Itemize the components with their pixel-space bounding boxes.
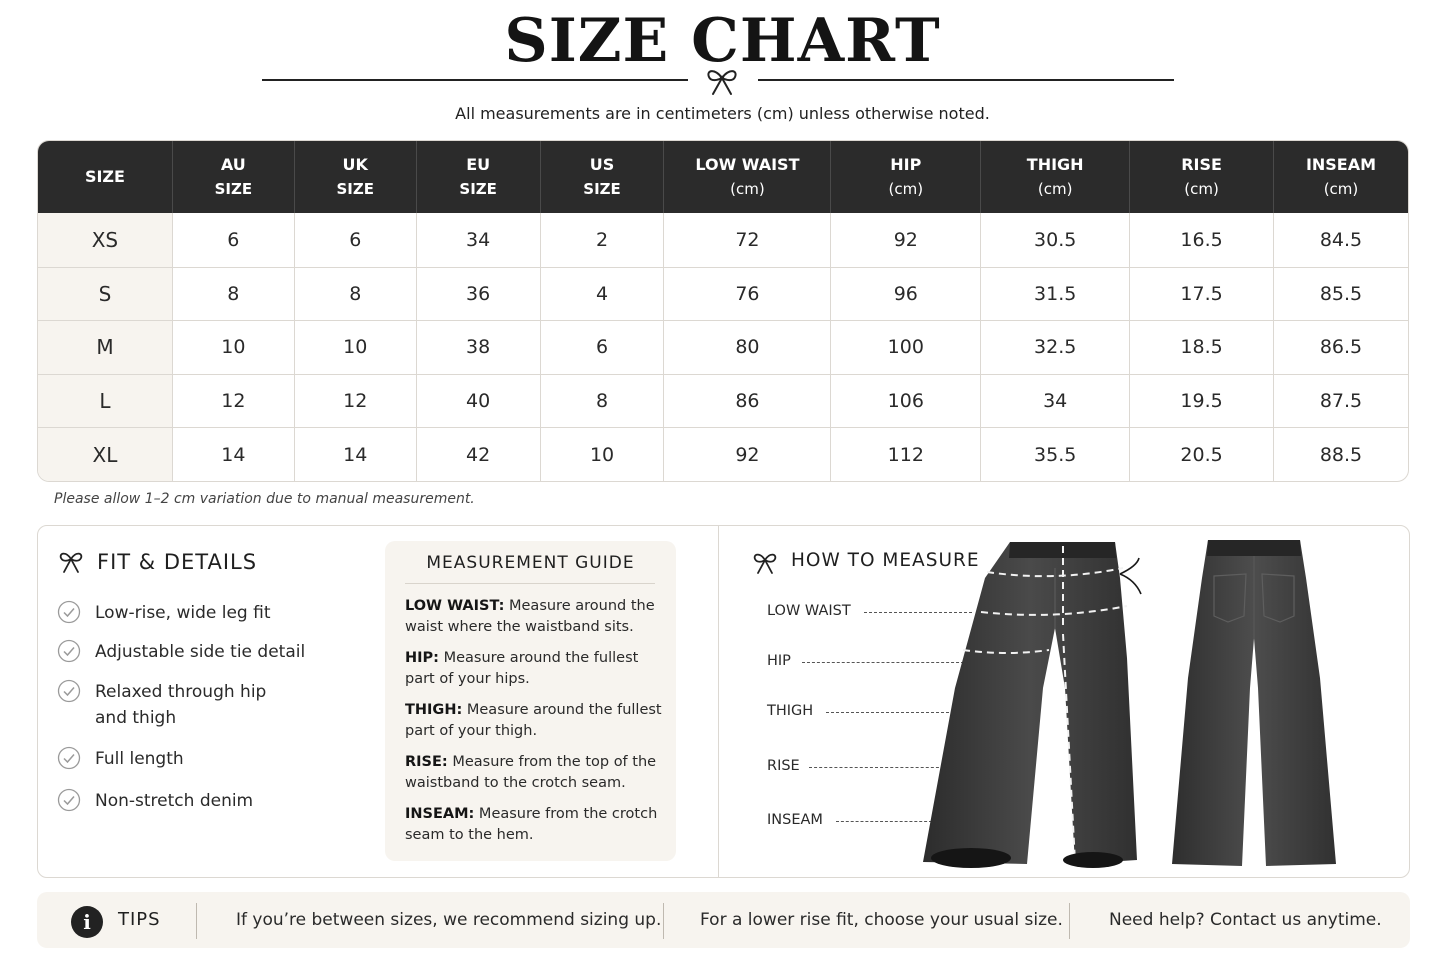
table-row bbox=[38, 213, 1408, 267]
table-cell: 14 bbox=[173, 427, 295, 481]
col-header-hip: HIP (cm) bbox=[831, 141, 981, 213]
table-cell: 10 bbox=[541, 427, 665, 481]
table-row bbox=[38, 267, 1408, 321]
table-cell: 85.5 bbox=[1274, 267, 1408, 321]
guide-item-low-waist: LOW WAIST: Measure around the waist where the waistband sits. bbox=[405, 598, 655, 635]
table-cell: 10 bbox=[295, 320, 417, 374]
table-cell: 76 bbox=[664, 267, 831, 321]
table-cell: 96 bbox=[831, 267, 981, 321]
col-header-low-waist: LOW WAIST (cm) bbox=[664, 141, 831, 213]
table-cell: 16.5 bbox=[1130, 213, 1274, 267]
guide-divider bbox=[405, 583, 655, 584]
col-header-au: AU SIZE bbox=[173, 141, 295, 213]
table-cell: 112 bbox=[831, 427, 981, 481]
table-cell: 88.5 bbox=[1274, 427, 1408, 481]
measurement-unit-note: All measurements are in centimeters (cm) unless otherwise noted. bbox=[455, 104, 990, 123]
measurement-guide bbox=[385, 541, 676, 861]
check-circle-icon bbox=[57, 788, 81, 812]
variation-note: Please allow 1–2 cm variation due to manual measurement. bbox=[54, 491, 475, 507]
table-cell: 6 bbox=[541, 320, 665, 374]
bow-icon bbox=[703, 66, 741, 96]
tip-item: For a lower rise fit, choose your usual size. bbox=[700, 910, 1063, 930]
col-header-inseam: INSEAM (cm) bbox=[1274, 141, 1408, 213]
table-cell: 38 bbox=[417, 320, 541, 374]
title-rule-left bbox=[262, 79, 688, 81]
tips-label: TIPS bbox=[118, 909, 161, 930]
measure-label-hip: HIP bbox=[767, 653, 791, 669]
table-cell-size: XL bbox=[38, 427, 173, 481]
table-cell-size: L bbox=[38, 374, 173, 428]
table-cell: 4 bbox=[541, 267, 665, 321]
check-circle-icon bbox=[57, 679, 81, 703]
bow-icon bbox=[751, 551, 779, 575]
table-cell: 8 bbox=[541, 374, 665, 428]
table-row bbox=[38, 320, 1408, 374]
table-cell: 86 bbox=[664, 374, 831, 428]
bow-icon bbox=[57, 550, 85, 574]
col-header-uk: UK SIZE bbox=[295, 141, 417, 213]
table-cell: 86.5 bbox=[1274, 320, 1408, 374]
title-rule-right bbox=[758, 79, 1174, 81]
table-cell: 42 bbox=[417, 427, 541, 481]
table-cell: 14 bbox=[295, 427, 417, 481]
tip-divider bbox=[196, 903, 197, 939]
check-circle-icon bbox=[57, 639, 81, 663]
table-cell: 34 bbox=[417, 213, 541, 267]
size-table bbox=[37, 140, 1409, 482]
fit-item-text: Relaxed through hip and thigh bbox=[95, 682, 267, 728]
measure-label-low-waist: LOW WAIST bbox=[767, 603, 851, 619]
table-cell: 10 bbox=[173, 320, 295, 374]
info-icon: i bbox=[71, 906, 103, 938]
table-cell: 36 bbox=[417, 267, 541, 321]
fit-item-text: Low-rise, wide leg fit bbox=[95, 603, 271, 623]
table-cell: 34 bbox=[981, 374, 1130, 428]
measurement-guide-title: MEASUREMENT GUIDE bbox=[426, 553, 635, 573]
table-cell: 92 bbox=[831, 213, 981, 267]
table-cell: 12 bbox=[173, 374, 295, 428]
jeans-front-illustration bbox=[915, 538, 1145, 870]
table-cell: 40 bbox=[417, 374, 541, 428]
table-cell: 72 bbox=[664, 213, 831, 267]
fit-details-heading: FIT & DETAILS bbox=[97, 550, 258, 574]
jeans-back-illustration bbox=[1168, 538, 1340, 870]
col-header-thigh: THIGH (cm) bbox=[981, 141, 1130, 213]
table-row bbox=[38, 427, 1408, 481]
table-cell: 6 bbox=[295, 213, 417, 267]
col-header-eu: EU SIZE bbox=[417, 141, 541, 213]
page-title: SIZE CHART bbox=[504, 6, 941, 76]
check-circle-icon bbox=[57, 746, 81, 770]
tip-divider bbox=[1069, 903, 1070, 939]
guide-item-rise: RISE: Measure from the top of the waistband to the crotch seam. bbox=[405, 754, 657, 791]
table-header-row bbox=[38, 141, 1408, 213]
table-cell: 31.5 bbox=[981, 267, 1130, 321]
tip-divider bbox=[663, 903, 664, 939]
tip-item: Need help? Contact us anytime. bbox=[1109, 910, 1382, 930]
table-cell: 2 bbox=[541, 213, 665, 267]
table-cell: 19.5 bbox=[1130, 374, 1274, 428]
table-cell: 32.5 bbox=[981, 320, 1130, 374]
check-circle-icon bbox=[57, 600, 81, 624]
table-cell: 106 bbox=[831, 374, 981, 428]
guide-item-hip: HIP: Measure around the fullest part of your hips. bbox=[405, 650, 639, 687]
guide-item-inseam: INSEAM: Measure from the crotch seam to the hem. bbox=[405, 806, 658, 843]
table-cell: 92 bbox=[664, 427, 831, 481]
fit-item-text: Full length bbox=[95, 749, 184, 769]
table-cell: 87.5 bbox=[1274, 374, 1408, 428]
table-cell-size: S bbox=[38, 267, 173, 321]
table-cell: 20.5 bbox=[1130, 427, 1274, 481]
table-cell-size: M bbox=[38, 320, 173, 374]
table-cell: 35.5 bbox=[981, 427, 1130, 481]
measure-label-rise: RISE bbox=[767, 758, 800, 774]
measure-label-inseam: INSEAM bbox=[767, 812, 823, 828]
table-cell: 17.5 bbox=[1130, 267, 1274, 321]
table-cell: 80 bbox=[664, 320, 831, 374]
col-header-size: SIZE bbox=[38, 141, 173, 213]
tip-item: If you’re between sizes, we recommend sizing up. bbox=[236, 910, 662, 930]
table-cell: 18.5 bbox=[1130, 320, 1274, 374]
how-to-measure-heading: HOW TO MEASURE bbox=[791, 550, 980, 571]
table-cell: 12 bbox=[295, 374, 417, 428]
panel-divider bbox=[718, 526, 719, 877]
col-header-us: US SIZE bbox=[541, 141, 665, 213]
table-cell: 30.5 bbox=[981, 213, 1130, 267]
guide-item-thigh: THIGH: Measure around the fullest part of your thigh. bbox=[405, 702, 662, 739]
table-cell: 84.5 bbox=[1319, 228, 1363, 251]
col-header-rise: RISE (cm) bbox=[1130, 141, 1274, 213]
table-cell: 100 bbox=[831, 320, 981, 374]
table-cell: 8 bbox=[173, 267, 295, 321]
table-cell: 6 bbox=[173, 213, 295, 267]
table-row bbox=[38, 374, 1408, 428]
fit-item-text: Adjustable side tie detail bbox=[95, 642, 306, 662]
measure-label-thigh: THIGH bbox=[767, 703, 814, 719]
table-cell-size: XS bbox=[38, 213, 173, 267]
fit-item-text: Non-stretch denim bbox=[95, 791, 254, 811]
table-cell: 8 bbox=[295, 267, 417, 321]
